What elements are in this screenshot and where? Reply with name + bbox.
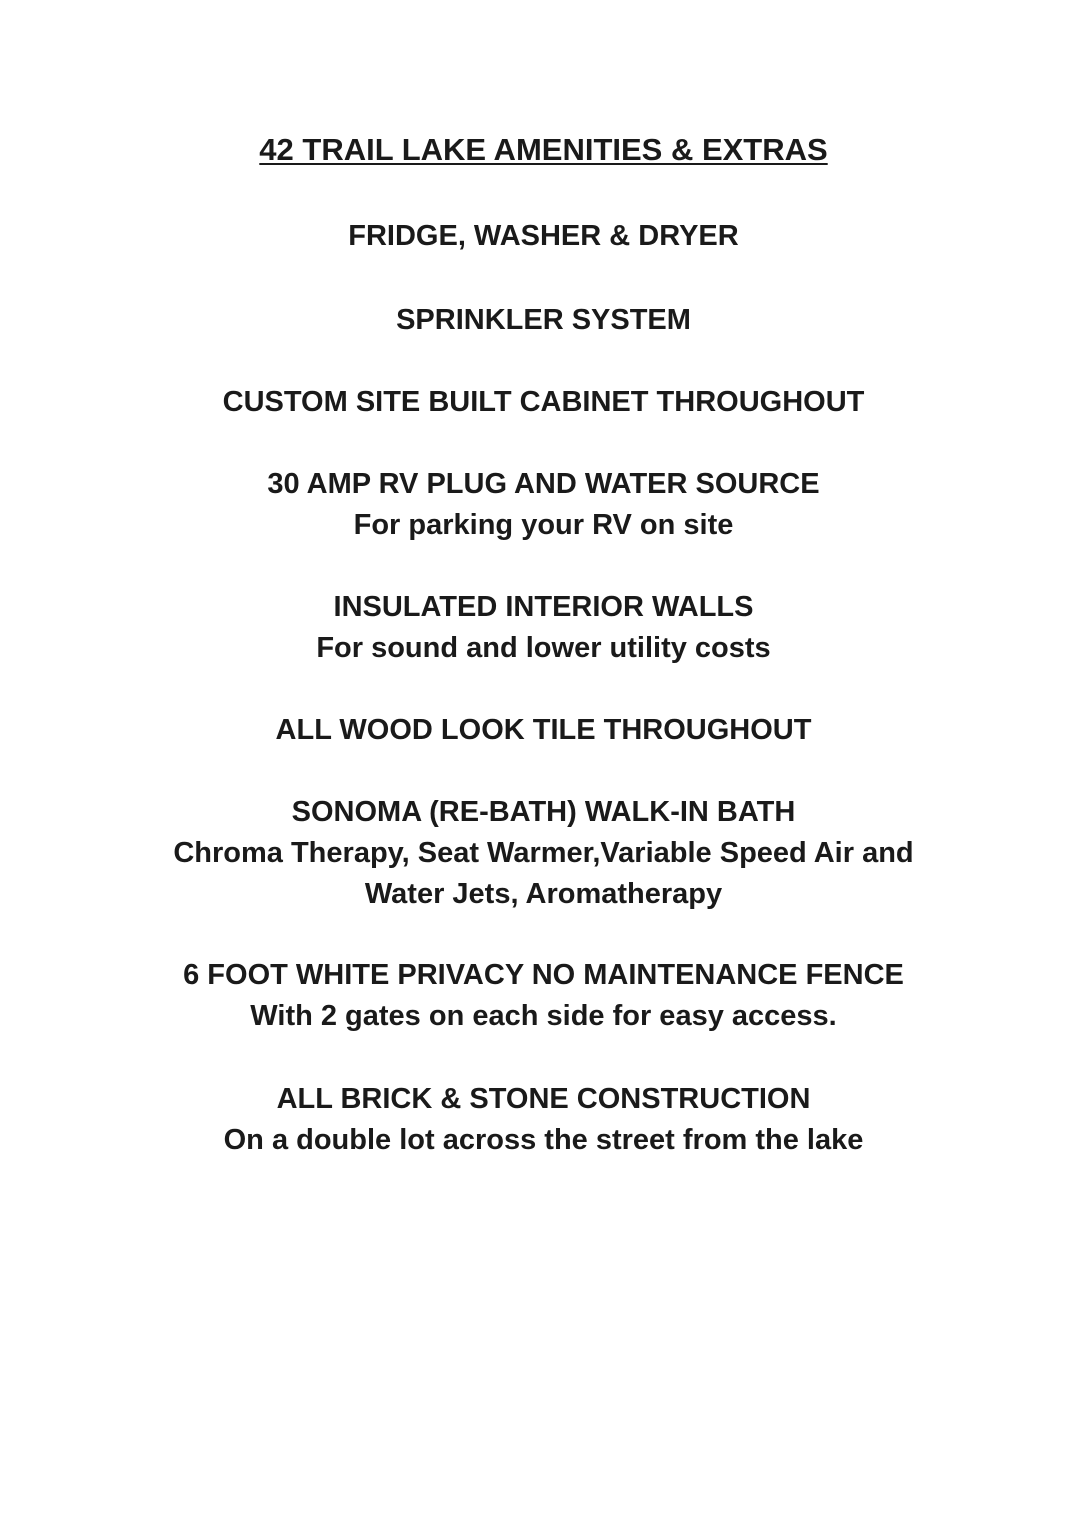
amenity-detail: Chroma Therapy, Seat Warmer,Variable Speed Air and [173, 837, 914, 869]
amenity-item [0, 710, 1087, 751]
amenity-item [0, 464, 1087, 546]
amenity-heading: SONOMA (RE-BATH) WALK-IN BATH [291, 796, 796, 828]
amenity-heading: INSULATED INTERIOR WALLS [333, 591, 754, 623]
amenity-heading: SPRINKLER SYSTEM [396, 304, 691, 336]
amenity-item [0, 792, 1087, 915]
amenity-heading: CUSTOM SITE BUILT CABINET THROUGHOUT [222, 386, 865, 418]
document-title: 42 TRAIL LAKE AMENITIES & EXTRAS [259, 132, 828, 167]
amenity-heading: ALL WOOD LOOK TILE THROUGHOUT [275, 714, 812, 746]
amenity-item [0, 955, 1087, 1037]
amenity-item [0, 300, 1087, 341]
amenity-detail: Water Jets, Aromatherapy [364, 878, 723, 910]
amenity-item [0, 1079, 1087, 1161]
amenity-detail: For parking your RV on site [353, 509, 734, 541]
amenity-item [0, 216, 1087, 257]
amenity-detail: For sound and lower utility costs [316, 632, 771, 664]
amenity-heading: 30 AMP RV PLUG AND WATER SOURCE [267, 468, 820, 500]
amenity-heading: ALL BRICK & STONE CONSTRUCTION [276, 1083, 811, 1115]
amenity-detail: With 2 gates on each side for easy access. [250, 1000, 837, 1032]
amenity-heading: FRIDGE, WASHER & DRYER [348, 220, 739, 252]
amenity-item [0, 587, 1087, 669]
amenity-item [0, 382, 1087, 423]
amenity-detail: On a double lot across the street from the lake [223, 1124, 864, 1156]
amenity-heading: 6 FOOT WHITE PRIVACY NO MAINTENANCE FENCE [183, 959, 904, 991]
